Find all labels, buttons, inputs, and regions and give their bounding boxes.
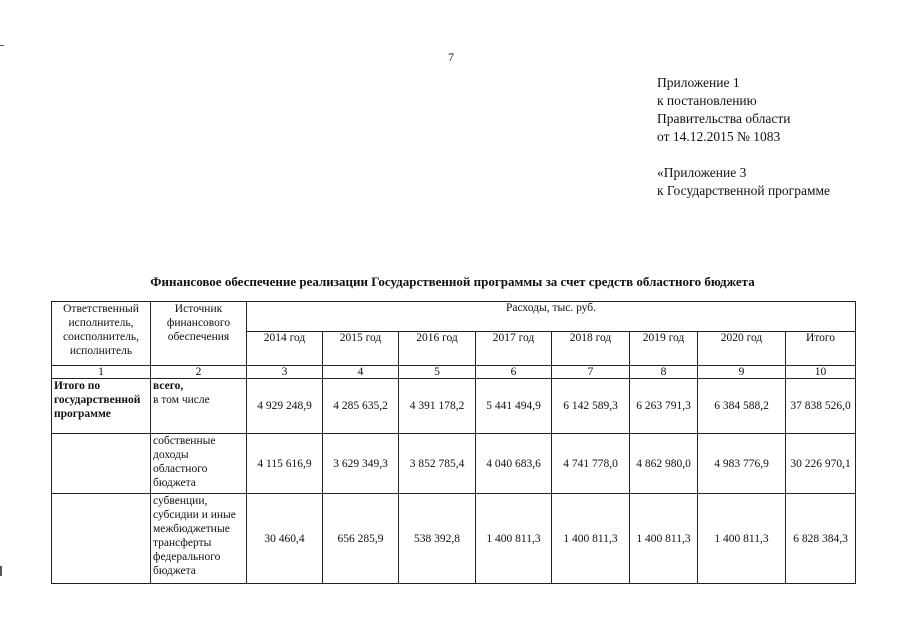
source-subtitle: в том числе: [153, 394, 210, 406]
value-cell: 1 400 811,3: [698, 494, 786, 584]
appendix-note: [657, 74, 830, 200]
table-row: [52, 434, 856, 494]
column-number: 1: [52, 366, 151, 379]
appendix-line: к Государственной программе: [657, 183, 831, 198]
appendix-line: от 14.12.2015 № 1083: [657, 129, 781, 144]
source-total-label: всего,: [153, 380, 184, 392]
table-row: [52, 379, 856, 434]
value-cell: 656 285,9: [323, 494, 399, 584]
value-cell: 4 040 683,6: [476, 434, 552, 494]
value-cell: 4 983 776,9: [698, 434, 786, 494]
column-number: 2: [151, 366, 247, 379]
column-number: 6: [476, 366, 552, 379]
value-cell: 4 115 616,9: [247, 434, 323, 494]
value-cell: 6 384 588,2: [698, 379, 786, 434]
source-cell: [151, 379, 247, 434]
financing-table: [51, 301, 856, 584]
header-expenses: Расходы, тыс. руб.: [247, 302, 856, 332]
responsible-cell: [52, 434, 151, 494]
total-cell: 30 226 970,1: [786, 434, 856, 494]
header-total: Итого: [786, 332, 856, 366]
column-number: 4: [323, 366, 399, 379]
value-cell: 4 929 248,9: [247, 379, 323, 434]
value-cell: 5 441 494,9: [476, 379, 552, 434]
column-number: 9: [698, 366, 786, 379]
scan-mark: [0, 566, 2, 576]
header-year: 2015 год: [323, 332, 399, 366]
header-year: 2017 год: [476, 332, 552, 366]
page-number: 7: [448, 50, 454, 64]
header-year: 2019 год: [630, 332, 698, 366]
appendix-line: «Приложение 3: [657, 165, 747, 180]
column-number: 3: [247, 366, 323, 379]
value-cell: 3 629 349,3: [323, 434, 399, 494]
header-year: 2018 год: [552, 332, 630, 366]
value-cell: 6 263 791,3: [630, 379, 698, 434]
value-cell: 4 862 980,0: [630, 434, 698, 494]
total-cell: 37 838 526,0: [786, 379, 856, 434]
scan-mark: [0, 45, 4, 46]
value-cell: 6 142 589,3: [552, 379, 630, 434]
header-source: Источник финансового обеспечения: [151, 302, 247, 366]
column-number: 7: [552, 366, 630, 379]
responsible-cell: Итого по государственной программе: [52, 379, 151, 434]
value-cell: 4 741 778,0: [552, 434, 630, 494]
column-number: 10: [786, 366, 856, 379]
column-number: 8: [630, 366, 698, 379]
appendix-line: Правительства области: [657, 111, 791, 126]
table-row: [52, 494, 856, 584]
column-number: 5: [399, 366, 476, 379]
appendix-line: Приложение 1: [657, 75, 740, 90]
header-responsible: Ответственный исполнитель, соисполнитель, исполнитель: [52, 302, 151, 366]
value-cell: 4 391 178,2: [399, 379, 476, 434]
header-year: 2014 год: [247, 332, 323, 366]
value-cell: 30 460,4: [247, 494, 323, 584]
value-cell: 4 285 635,2: [323, 379, 399, 434]
document-title: Финансовое обеспечение реализации Государственной программы за счет средств областного бюджета: [150, 274, 755, 289]
value-cell: 1 400 811,3: [630, 494, 698, 584]
total-cell: 6 828 384,3: [786, 494, 856, 584]
source-cell: собственные доходы областного бюджета: [151, 434, 247, 494]
value-cell: 3 852 785,4: [399, 434, 476, 494]
value-cell: 1 400 811,3: [476, 494, 552, 584]
header-year: 2016 год: [399, 332, 476, 366]
value-cell: 1 400 811,3: [552, 494, 630, 584]
value-cell: 538 392,8: [399, 494, 476, 584]
appendix-line: к постановлению: [657, 93, 757, 108]
responsible-cell: [52, 494, 151, 584]
source-cell: субвенции, субсидии и иные межбюджетные трансферты федерального бюджета: [151, 494, 247, 584]
header-year: 2020 год: [698, 332, 786, 366]
